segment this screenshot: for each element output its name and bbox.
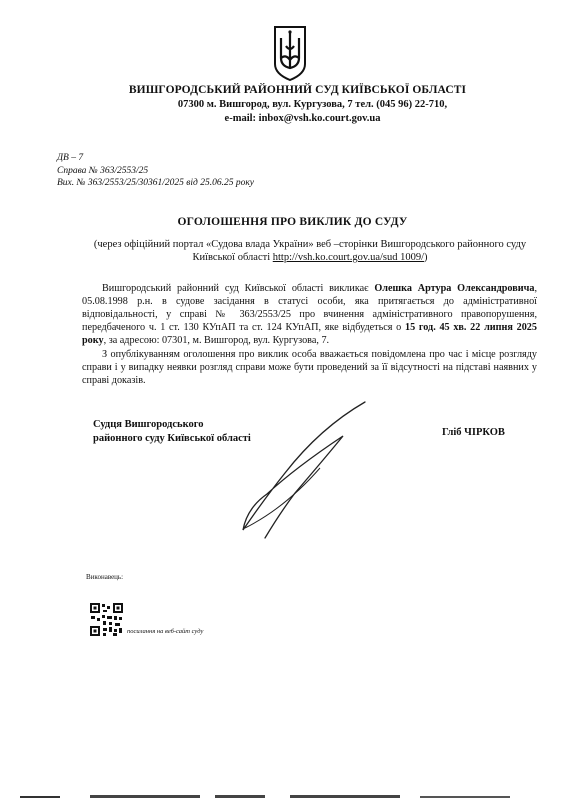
executor-label: Виконавець: — [86, 573, 124, 581]
notice-title: ОГОЛОШЕННЯ ПРО ВИКЛИК ДО СУДУ — [177, 216, 408, 228]
qr-code-icon[interactable] — [89, 602, 124, 637]
court-address: 07300 м. Вишгород, вул. Кургузова, 7 тел. (045 96) 22-710, — [177, 99, 448, 110]
subtitle-end: ) — [424, 252, 428, 263]
ukraine-trident-emblem-icon — [272, 24, 308, 82]
handwritten-signature-icon — [225, 398, 375, 548]
notice-subtitle — [80, 238, 540, 264]
outgoing-number: Вих. № 363/2553/25/30361/2025 від 25.06.25 року — [57, 178, 255, 188]
summoned-person-name: Олешка Артура Олександровича — [374, 283, 535, 294]
court-website-link[interactable]: http://vsh.ko.court.gov.ua/sud 1009/ — [272, 252, 425, 263]
notice-body — [82, 282, 537, 387]
case-number: Справа № 363/2553/25 — [57, 165, 149, 176]
paragraph-consequences: З опублікуванням оголошення про виклик особа вважається повідомлена про час і місце розгляду справи і у випадку неявки розгляд справи може бути проведений за її відсутності на підставі наявних у справі доказів. — [82, 349, 537, 386]
summons-text-b: , 05.08.1998 р.н. в судове засідання в статусі особи, яка притягається до адміністративної відповідальності, у справі № 363/2553/25 про вчинення адміністративного правопорушення, передбаченого ч. 1 ст. 130 КУпАП та ст. 124 КУпАП, яке відбудеться о — [82, 283, 537, 333]
form-code: ДВ – 7 — [57, 153, 84, 163]
judge-title-line2: районного суду Київської області — [93, 433, 251, 444]
judge-name: Гліб ЧІРКОВ — [442, 427, 505, 438]
document-references — [57, 152, 254, 190]
court-email: e-mail: inbox@vsh.ko.court.gov.ua — [224, 113, 381, 124]
subtitle-text: (через офіційний портал «Судова влада України» веб –сторінки Вишгородського районного суду Київської області — [93, 239, 527, 263]
judge-title-line1: Судця Вишгородського — [93, 419, 204, 430]
court-header — [0, 84, 565, 124]
qr-caption: посилання на веб-сайт суду — [127, 628, 204, 635]
scan-edge-artifact — [0, 792, 565, 800]
court-name: ВИШГОРОДСЬКИЙ РАЙОННИЙ СУД КИЇВСЬКОЇ ОБЛАСТІ — [128, 84, 467, 96]
hearing-time: 15 год. 45 хв. 22 липня 2025 року — [82, 322, 537, 346]
summons-text-a: Вишгородський районний суд Київської області викликає — [102, 283, 375, 294]
paragraph-summons — [82, 282, 537, 347]
summons-text-c: , за адресою: 07301, м. Вишгород, вул. Кургузова, 7. — [103, 335, 330, 346]
